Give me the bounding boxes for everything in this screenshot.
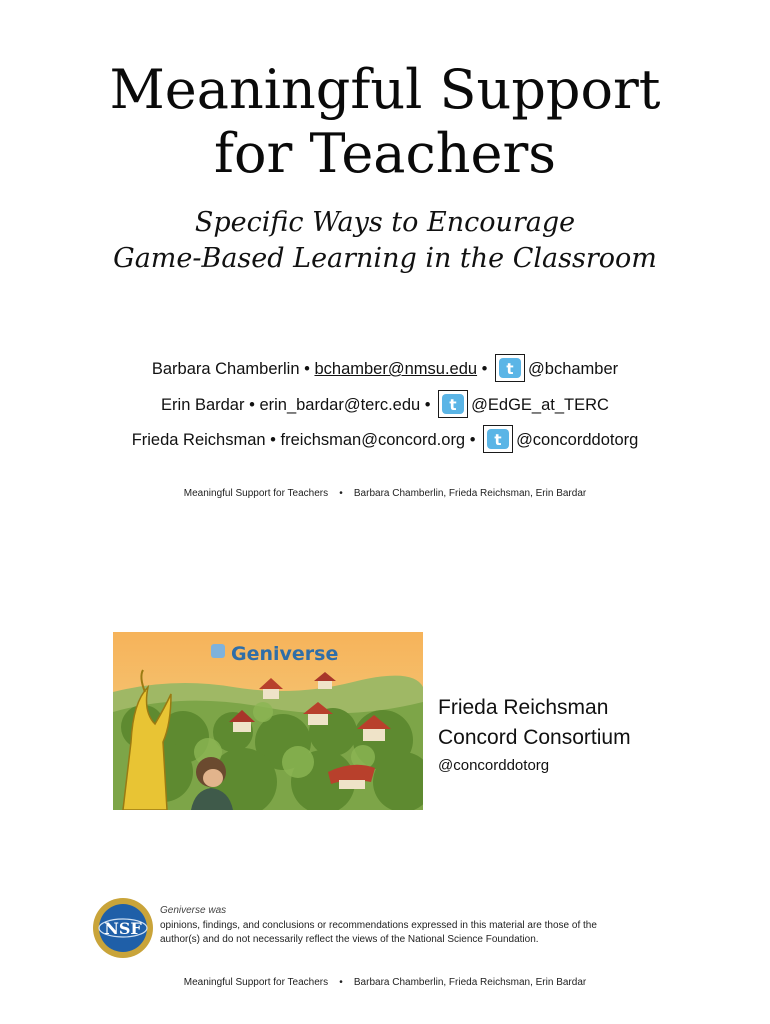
author-twitter-handle: @EdGE_at_TERC <box>471 396 609 414</box>
nsf-disclaimer-line-1: Geniverse was <box>160 905 227 916</box>
title-line-1: Meaningful Support <box>109 58 661 121</box>
svg-text:t: t <box>494 430 502 449</box>
author-email: freichsman@concord.org <box>280 431 466 449</box>
nsf-disclaimer-line-3: author(s) and do not necessarily reflect the views of the National Science Foundation. <box>160 934 539 945</box>
footer-title: Meaningful Support for Teachers <box>183 488 329 499</box>
subtitle-line-2: Game-Based Learning in the Classroom <box>113 243 657 274</box>
separator: • <box>299 360 315 378</box>
footer-separator: • <box>339 977 343 988</box>
footer-title: Meaningful Support for Teachers <box>183 977 329 988</box>
svg-text:t: t <box>506 359 514 378</box>
presenter-organization: Concord Consortium <box>438 726 631 749</box>
author-row-bardar <box>0 390 770 420</box>
nsf-disclaimer-line-2: opinions, findings, and conclusions or recommendations expressed in this material are those of the <box>160 920 597 931</box>
geniverse-game-image <box>113 632 423 810</box>
separator: • <box>477 360 493 378</box>
nsf-logo <box>92 897 154 959</box>
twitter-icon <box>483 425 513 453</box>
nsf-logo-text: NSF <box>104 919 142 938</box>
svg-text:t: t <box>449 395 457 414</box>
author-row-chamberlin <box>0 354 770 384</box>
page-subtitle <box>0 205 770 277</box>
author-twitter-handle: @concorddotorg <box>516 431 639 449</box>
author-email-link[interactable]: bchamber@nmsu.edu <box>314 360 478 378</box>
author-name: Erin Bardar <box>161 396 245 414</box>
presenter-twitter-handle: @concorddotorg <box>438 757 550 774</box>
footer-authors: Barbara Chamberlin, Frieda Reichsman, Erin Bardar <box>353 977 587 988</box>
footer-separator: • <box>339 488 343 499</box>
separator: • <box>420 396 436 414</box>
twitter-icon <box>438 390 468 418</box>
separator: • <box>465 431 481 449</box>
slide-footer-bottom <box>0 977 770 988</box>
twitter-icon <box>495 354 525 382</box>
author-row-reichsman <box>0 425 770 455</box>
footer-authors: Barbara Chamberlin, Frieda Reichsman, Erin Bardar <box>353 488 587 499</box>
page-title <box>0 58 770 186</box>
author-email: erin_bardar@terc.edu <box>259 396 421 414</box>
author-name: Barbara Chamberlin <box>151 360 300 378</box>
presenter-name: Frieda Reichsman <box>438 696 609 719</box>
subtitle-line-1: Specific Ways to Encourage <box>194 207 576 238</box>
slide-footer-top <box>0 488 770 499</box>
title-line-2: for Teachers <box>214 122 556 185</box>
author-name: Frieda Reichsman <box>131 431 266 449</box>
geniverse-logo-text: Geniverse <box>231 643 339 665</box>
separator: • <box>265 431 281 449</box>
author-twitter-handle: @bchamber <box>528 360 619 378</box>
separator: • <box>244 396 260 414</box>
